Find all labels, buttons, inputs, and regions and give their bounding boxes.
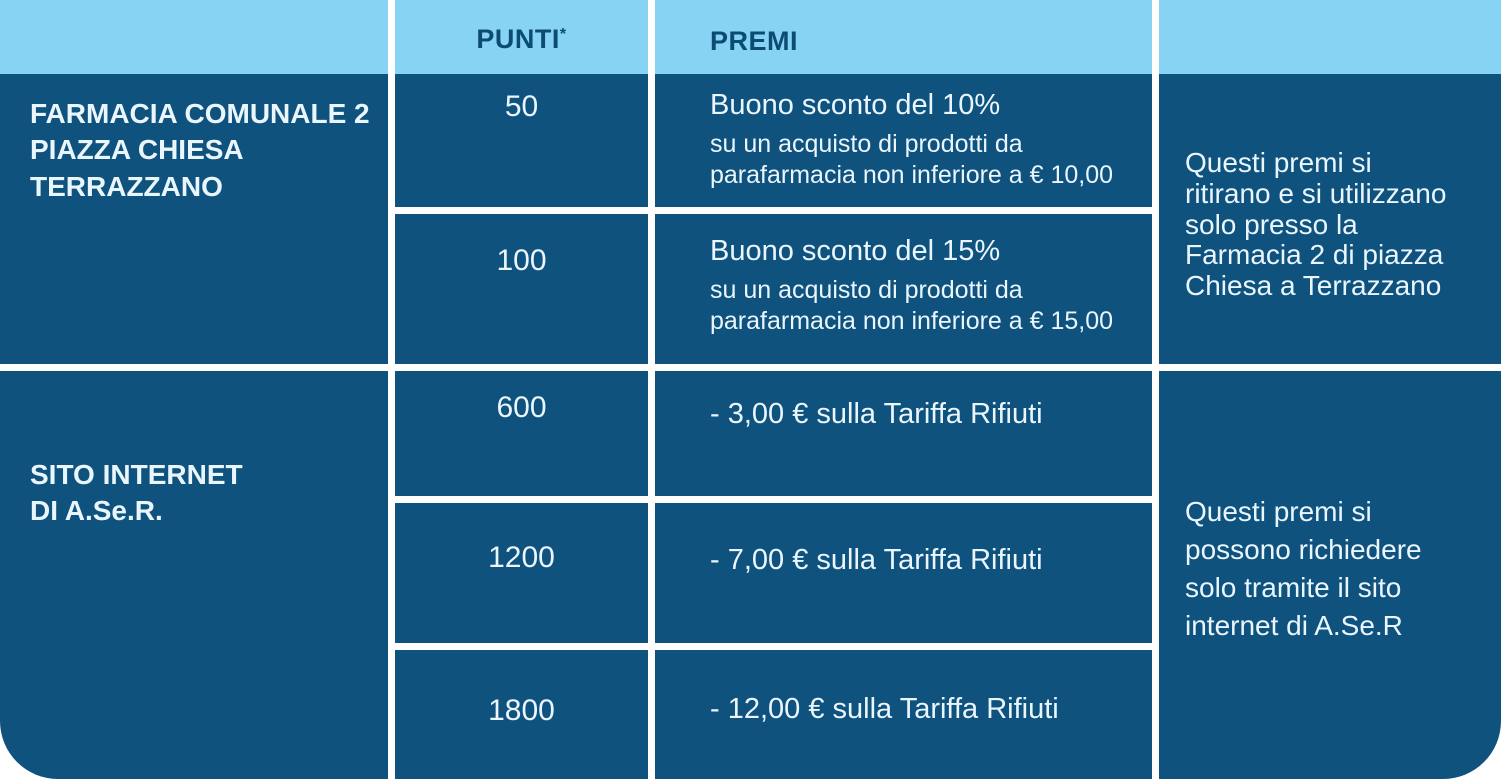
- note-line: internet di A.Se.R: [1185, 610, 1403, 642]
- premi-cell-tariffa-7: [655, 503, 1152, 643]
- note-line: solo presso la: [1185, 208, 1358, 240]
- points-cell-50: [395, 74, 648, 207]
- premi-detail-line: su un acquisto di prodotti da: [710, 129, 1023, 158]
- note-line: Questi premi si: [1185, 496, 1372, 527]
- premi-cell-sconto-15: [655, 214, 1152, 364]
- note-line: possono richiedere: [1185, 534, 1422, 566]
- premi-header-label: PREMI: [710, 25, 799, 56]
- points-cell-100: [395, 214, 648, 364]
- header-cell-blank-left: [0, 0, 388, 74]
- premi-title: Buono sconto del 15%: [710, 235, 1001, 267]
- points-cell-600: [395, 371, 648, 496]
- note-line: Chiesa a Terrazzano: [1185, 270, 1442, 302]
- category-cell-sito-internet: [0, 371, 388, 779]
- note-cell-sito-internet: [1159, 371, 1501, 779]
- premi-title: - 3,00 € sulla Tariffa Rifiuti: [710, 398, 1043, 430]
- premi-cell-tariffa-12: [655, 650, 1152, 779]
- header-cell-punti: [395, 0, 648, 74]
- premi-cell-sconto-10: [655, 74, 1152, 207]
- header-cell-premi: [655, 0, 1152, 74]
- category-cell-farmacia: [0, 74, 388, 364]
- points-value: 1800: [488, 694, 555, 727]
- category-line: TERRAZZANO: [30, 170, 223, 202]
- note-line: Questi premi si: [1185, 147, 1372, 178]
- header-cell-blank-right: [1159, 0, 1501, 74]
- category-line: PIAZZA CHIESA: [30, 134, 244, 166]
- premi-detail-line: su un acquisto di prodotti da: [710, 275, 1023, 304]
- punti-header-label: PUNTI: [476, 23, 560, 54]
- premi-title: Buono sconto del 10%: [710, 89, 1001, 121]
- punti-footnote-asterisk: *: [559, 26, 567, 43]
- premi-title: - 12,00 € sulla Tariffa Rifiuti: [710, 693, 1059, 725]
- premi-title: - 7,00 € sulla Tariffa Rifiuti: [710, 544, 1043, 576]
- points-value: 50: [504, 90, 539, 123]
- category-line: DI A.Se.R.: [30, 495, 163, 527]
- premi-detail-line: parafarmacia non inferiore a € 15,00: [710, 306, 1114, 335]
- premi-detail-line: parafarmacia non inferiore a € 10,00: [710, 160, 1114, 189]
- note-cell-farmacia: [1159, 74, 1501, 364]
- points-value: 100: [496, 244, 547, 277]
- points-value: 600: [496, 391, 547, 424]
- note-line: Farmacia 2 di piazza: [1185, 239, 1444, 271]
- category-line: FARMACIA COMUNALE 2: [30, 98, 370, 129]
- note-line: ritirano e si utilizzano: [1185, 177, 1447, 209]
- points-cell-1200: [395, 503, 648, 643]
- points-value: 1200: [488, 541, 555, 574]
- category-line: SITO INTERNET: [30, 459, 243, 490]
- premi-cell-tariffa-3: [655, 371, 1152, 496]
- points-cell-1800: [395, 650, 648, 779]
- note-line: solo tramite il sito: [1185, 572, 1402, 604]
